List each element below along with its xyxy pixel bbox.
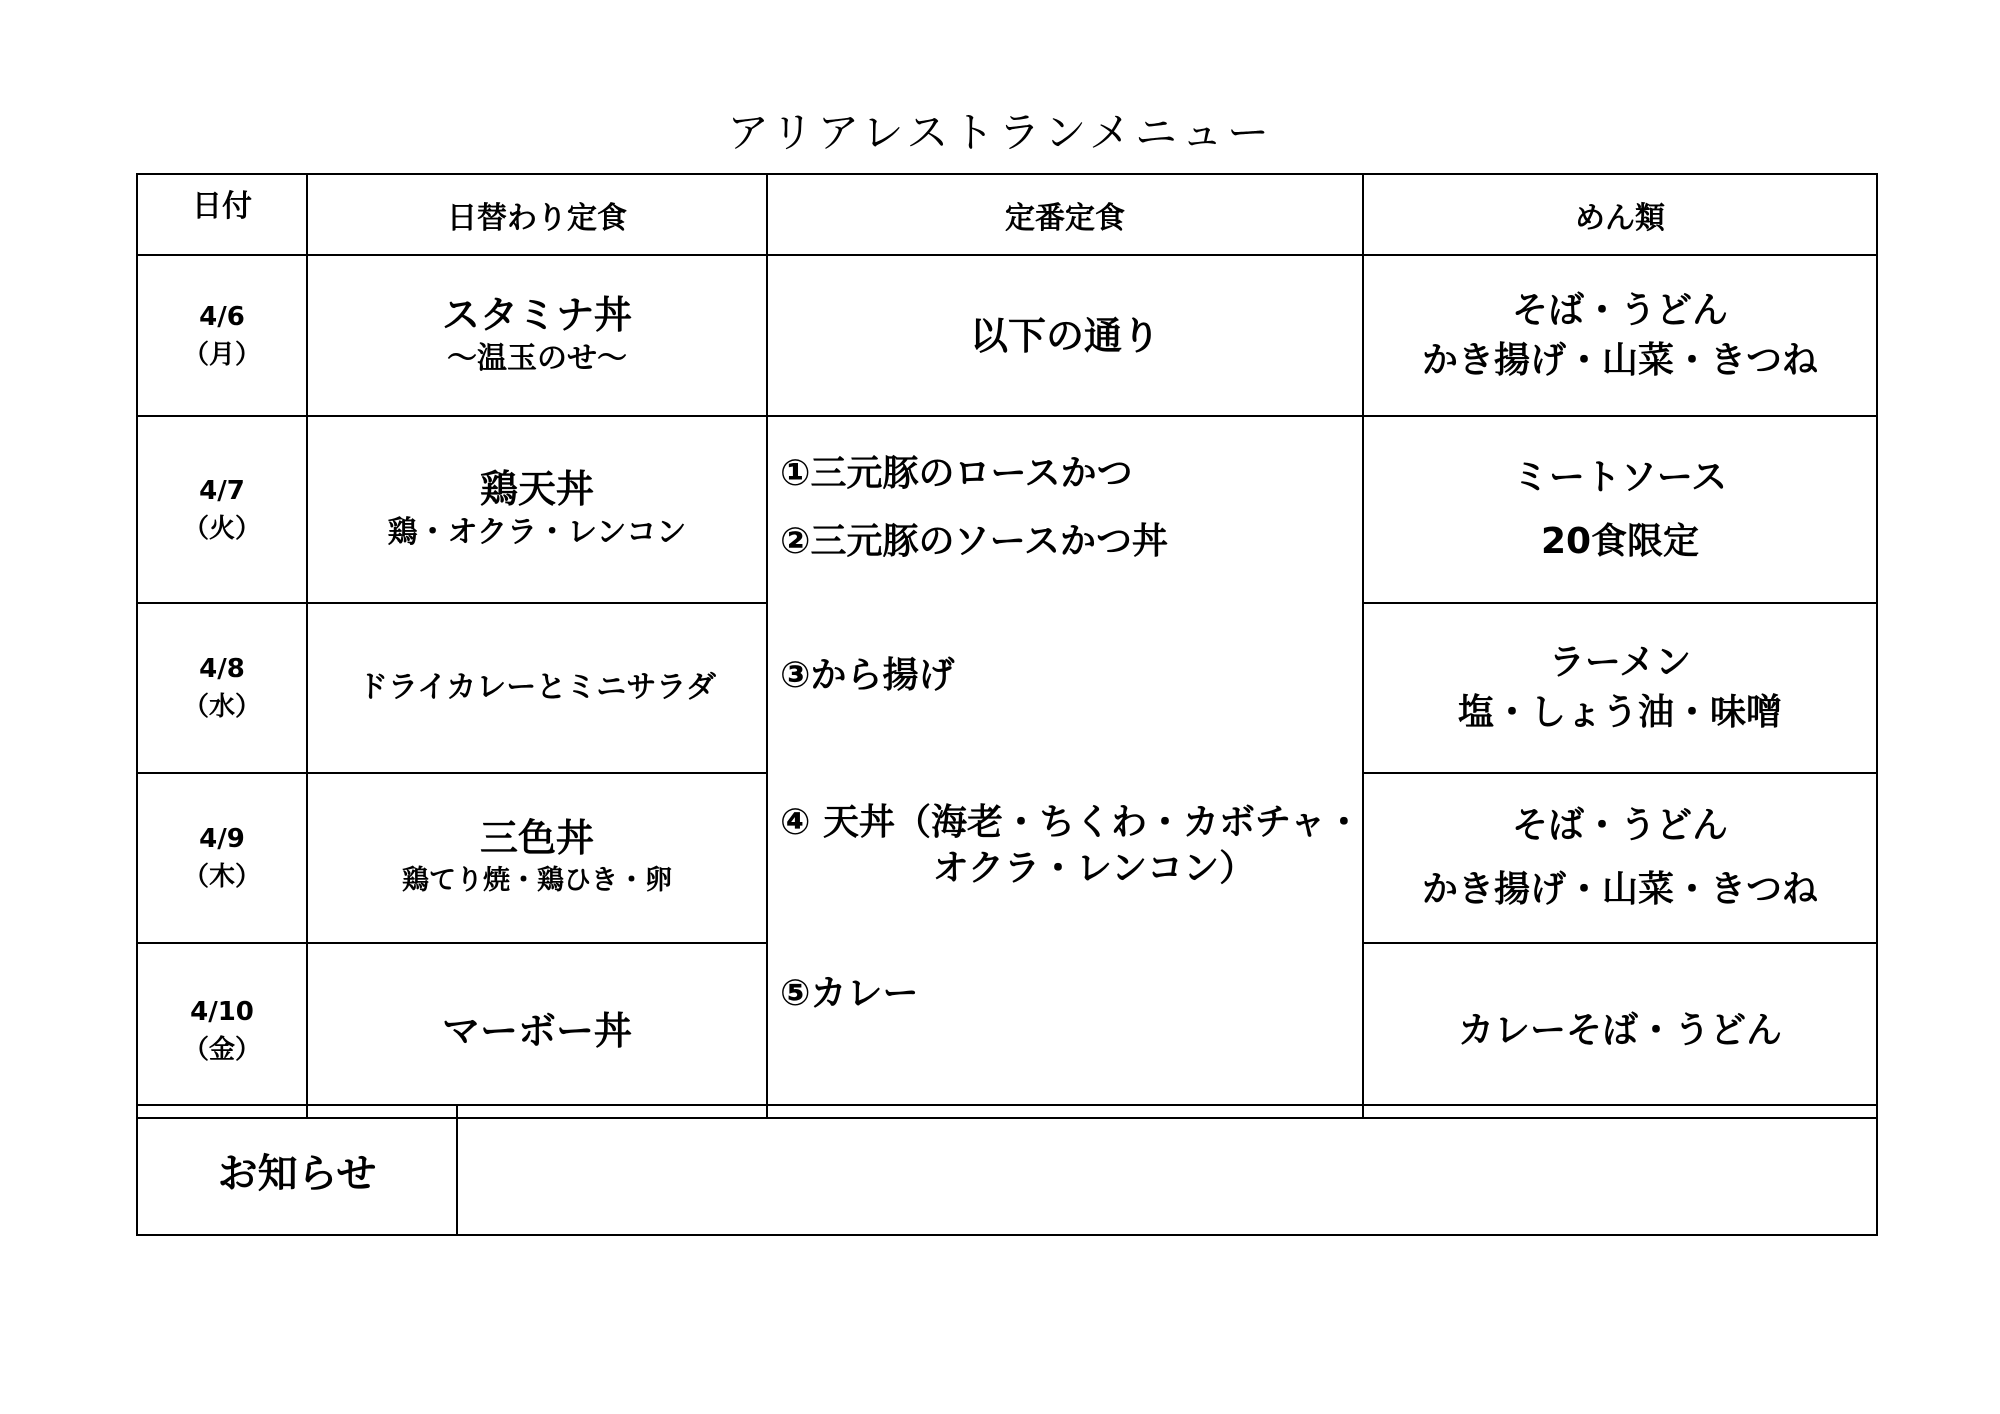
page-title: アリアレストランメニュー — [726, 108, 1274, 157]
noodle-cell — [1363, 943, 1877, 1118]
weekday-text: （月） — [182, 339, 261, 370]
daily-cell — [307, 603, 767, 773]
header-row — [137, 174, 1877, 255]
date-cell — [137, 603, 307, 773]
standard-item — [780, 800, 1362, 892]
notice-label: お知らせ — [137, 1105, 457, 1235]
weekday-text: （金） — [182, 1034, 261, 1065]
standard-intro-cell — [767, 255, 1363, 416]
table-row — [137, 416, 1877, 603]
daily-cell — [307, 943, 767, 1118]
daily-main: 三色丼 — [479, 816, 594, 860]
date-text: 4/9 — [199, 824, 245, 854]
standard-item: ①三元豚のロースかつ — [780, 453, 1133, 494]
daily-main: スタミナ丼 — [441, 292, 632, 337]
noodle-line1: ミートソース — [1512, 456, 1728, 498]
daily-sub: 鶏てり焼・鶏ひき・卵 — [402, 865, 672, 896]
noodle-line2: 塩・しょう油・味噌 — [1457, 692, 1782, 733]
daily-main: マーボー丼 — [441, 1008, 632, 1053]
header-standard: 定番定食 — [767, 174, 1363, 255]
standard-item-line2: オクラ・レンコン） — [932, 848, 1256, 889]
daily-cell — [307, 255, 767, 416]
date-text: 4/7 — [199, 475, 245, 506]
weekday-text: （木） — [182, 862, 261, 892]
date-text: 4/6 — [199, 301, 245, 332]
header-noodles: めん類 — [1363, 174, 1877, 255]
daily-main: ドライカレーとミニサラダ — [358, 670, 716, 705]
noodle-line1: そば・うどん — [1511, 805, 1728, 846]
notice-table — [136, 1104, 1878, 1236]
standard-item: ⑤カレー — [780, 973, 919, 1014]
date-text: 4/10 — [190, 996, 254, 1027]
weekday-text: （火） — [182, 513, 261, 544]
standard-item: ②三元豚のソースかつ丼 — [780, 521, 1168, 562]
noodle-line1: ラーメン — [1548, 642, 1692, 683]
date-cell — [137, 773, 307, 943]
header-daily: 日替わり定食 — [307, 174, 767, 255]
daily-main: 鶏天丼 — [479, 466, 594, 511]
standard-list-cell — [767, 416, 1363, 1118]
noodle-cell — [1363, 773, 1877, 943]
noodle-line2: かき揚げ・山菜・きつね — [1421, 869, 1818, 910]
notice-content — [457, 1105, 1877, 1235]
noodle-cell — [1363, 416, 1877, 603]
noodle-line1: カレーそば・うどん — [1457, 1009, 1782, 1051]
noodle-line2: 20食限定 — [1540, 520, 1700, 562]
table-row — [137, 255, 1877, 416]
date-cell — [137, 943, 307, 1118]
menu-table — [136, 173, 1878, 1119]
daily-sub: ～温玉のせ～ — [447, 340, 627, 376]
noodle-cell — [1363, 255, 1877, 416]
daily-cell — [307, 773, 767, 943]
standard-item-line1: ④ 天丼（海老・ちくわ・カボチャ・ — [780, 802, 1362, 843]
header-date: 日付 — [137, 174, 307, 255]
weekday-text: （水） — [182, 692, 261, 722]
noodle-line1: そば・うどん — [1511, 289, 1728, 331]
noodle-cell — [1363, 603, 1877, 773]
standard-intro: 以下の通り — [969, 313, 1160, 358]
notice-row — [137, 1105, 1877, 1235]
daily-cell — [307, 416, 767, 603]
noodle-line2: かき揚げ・山菜・きつね — [1421, 339, 1818, 381]
standard-item: ③から揚げ — [780, 655, 955, 696]
daily-sub: 鶏・オクラ・レンコン — [387, 514, 687, 550]
date-text: 4/8 — [199, 654, 245, 684]
date-cell — [137, 416, 307, 603]
date-cell — [137, 255, 307, 416]
